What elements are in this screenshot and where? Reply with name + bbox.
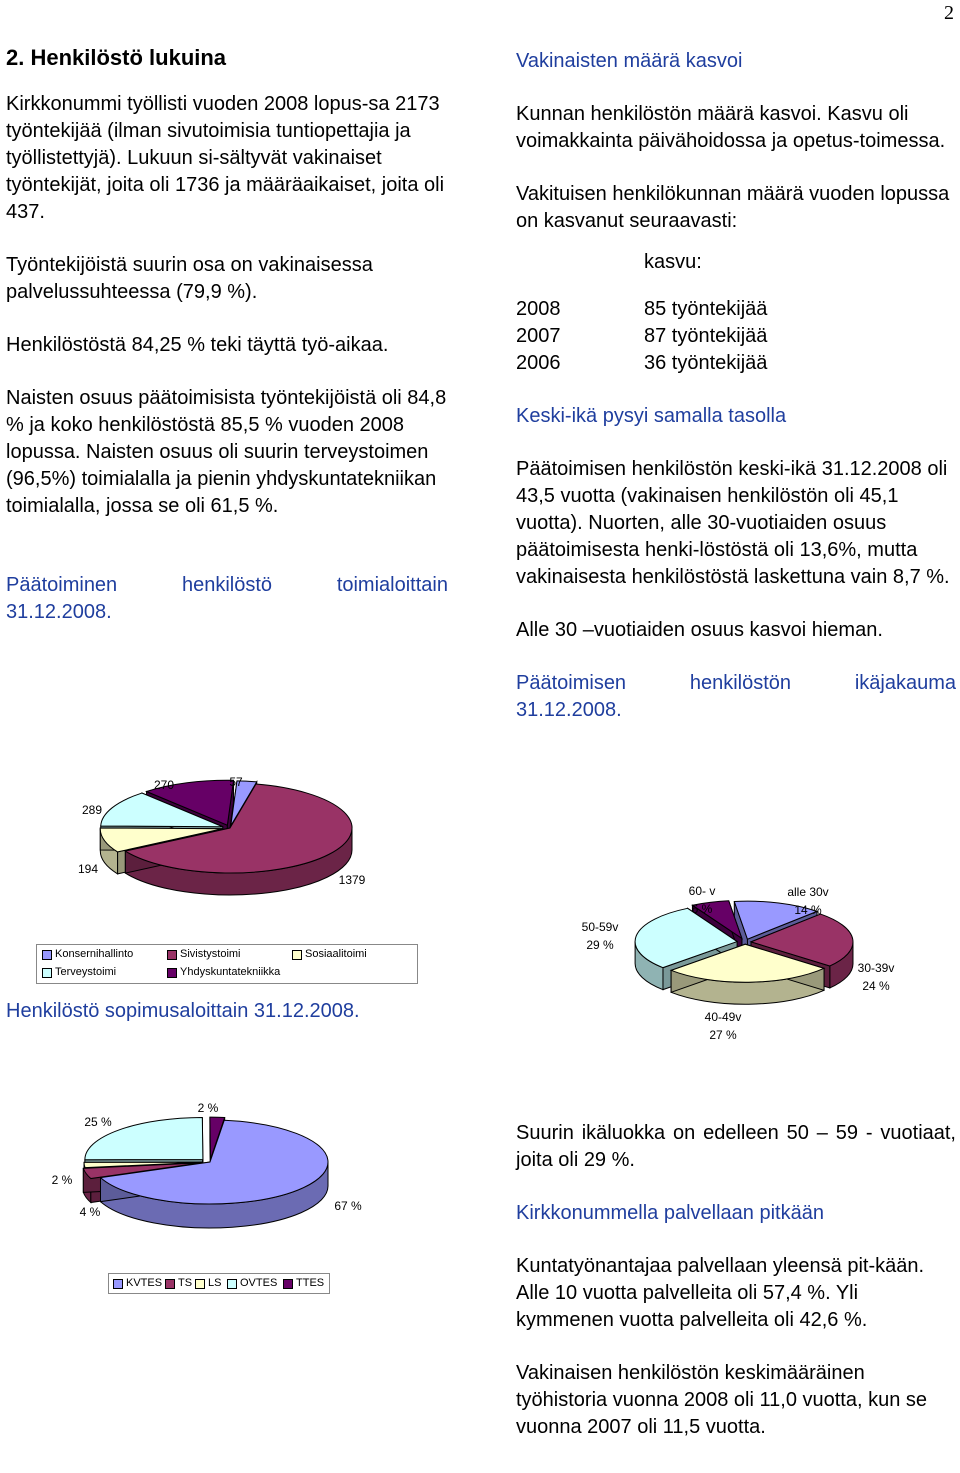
pie-label: 2 %	[51, 1173, 73, 1187]
chart3-title: Päätoimisen henkilöstön ikäjakauma 31.12.2008.	[516, 672, 956, 721]
pie-label: 50-59v	[581, 920, 619, 934]
legend-item: KVTES	[113, 1275, 162, 1292]
chart2-title: Henkilöstö sopimusaloittain 31.12.2008.	[6, 1000, 360, 1022]
paragraph-permanent: Työntekijöistä suurin osa on vakinaisessa palvelussuhteessa (79,9 %).	[6, 254, 373, 303]
paragraph-growth: Kunnan henkilöstön määrä kasvoi. Kasvu oli voimakkainta päivähoidossa ja opetus-toimessa.	[516, 103, 946, 152]
right-column-bottom	[516, 1120, 956, 1467]
paragraph-fulltime: Henkilöstöstä 84,25 % teki täyttä työ-aikaa.	[6, 334, 389, 356]
page-number: 2	[944, 2, 954, 24]
pie-label: 57	[229, 775, 243, 789]
legend-item: Yhdyskuntatekniikka	[167, 964, 280, 981]
growth-row: 2008 85 työntekijää	[516, 298, 768, 320]
left-column	[6, 44, 448, 626]
growth-row: 2006 36 työntekijää	[516, 352, 768, 374]
pie-label: 14 %	[794, 903, 822, 917]
legend-item: TTES	[283, 1275, 324, 1292]
legend-item: LS	[195, 1275, 221, 1292]
paragraph-age: Päätoimisen henkilöstön keski-ikä 31.12.2008 oli 43,5 vuotta (vakinaisen henkilöstön oli 45,1 vuotta). Nuorten, alle 30-vuotiaiden osuus päätoimisesta henki-löstöstä oli 13,6%, mutta vakinaisesta henkilöstöstä laskettuna vain 8,7 %.	[516, 458, 950, 588]
legend-item: Terveystoimi	[42, 964, 116, 981]
pie-label: alle 30v	[787, 885, 829, 899]
legend-item: Sivistystoimi	[167, 946, 241, 963]
pie-label: 24 %	[862, 979, 890, 993]
pie-label: 27 %	[709, 1028, 737, 1042]
age-pie-svg	[540, 870, 960, 1050]
pie-label: 2 %	[197, 1101, 219, 1115]
sector-legend	[36, 944, 418, 984]
pie-label: 4 %	[79, 1205, 101, 1219]
agreement-pie-svg	[40, 1092, 460, 1272]
subheading-permanent: Vakinaisten määrä kasvoi	[516, 50, 743, 72]
legend-item: Sosiaalitoimi	[292, 946, 367, 963]
legend-item: Konsernihallinto	[42, 946, 133, 963]
subheading-age: Keski-ikä pysyi samalla tasolla	[516, 405, 787, 427]
pie-label: 29 %	[586, 938, 614, 952]
pie-label: 1379	[338, 873, 366, 887]
legend-item: OVTES	[227, 1275, 277, 1292]
pie-label: 6 %	[691, 902, 713, 916]
paragraph-employees: Kirkkonummi työllisti vuoden 2008 lopus-sa 2173 työntekijää (ilman sivutoimisia tuntiopettajia ja työllistettyjä). Lukuun si-sältyvät vakinaiset työntekijät, joita oli 1736 ja määräaikaiset, joita oli 437.	[6, 93, 445, 223]
pie-label: 60- v	[688, 884, 716, 898]
paragraph-largest-group: Suurin ikäluokka on edelleen 50 – 59 - vuotiaat, joita oli 29 %.	[516, 1122, 956, 1171]
pie-label: 270	[153, 778, 175, 792]
pie-label: 67 %	[334, 1199, 362, 1213]
right-column	[516, 48, 956, 724]
paragraph-young: Alle 30 –vuotiaiden osuus kasvoi hieman.	[516, 619, 883, 641]
sector-pie-svg	[0, 740, 450, 940]
section-heading: 2. Henkilöstö lukuina	[6, 45, 227, 70]
chart-agreement-pie	[40, 1092, 460, 1272]
growth-label: kasvu:	[644, 251, 702, 273]
paragraph-growth-list-intro: Vakituisen henkilökunnan määrä vuoden lopussa on kasvanut seuraavasti:	[516, 183, 950, 232]
growth-row: 2007 87 työntekijää	[516, 325, 768, 347]
chart-age-pie	[540, 870, 960, 1050]
pie-label: 30-39v	[857, 961, 895, 975]
subheading-service: Kirkkonummella palvellaan pitkään	[516, 1202, 824, 1224]
legend-item: TS	[165, 1275, 192, 1292]
paragraph-women: Naisten osuus päätoimisista työntekijöistä oli 84,8 % ja koko henkilöstöstä 85,5 % vuoden 2008 lopussa. Naisten osuus oli suurin terveystoimen (96,5%) toimialalla ja pienin yhdyskuntatekniikan toimialalla, jossa se oli 61,5 %.	[6, 387, 447, 517]
growth-list	[516, 296, 956, 377]
agreement-legend	[108, 1273, 330, 1294]
pie-label: 25 %	[84, 1115, 112, 1129]
chart-sector-pie	[0, 740, 450, 940]
pie-label: 289	[81, 803, 103, 817]
paragraph-work-history: Vakinaisen henkilöstön keskimääräinen työhistoria vuonna 2008 oli 11,0 vuotta, kun se vuonna 2007 oli 11,5 vuotta.	[516, 1362, 928, 1438]
chart1-title: Päätoiminen henkilöstö toimialoittain 31.12.2008.	[6, 574, 448, 623]
pie-label: 40-49v	[704, 1010, 742, 1024]
paragraph-service-length: Kuntatyönantajaa palvellaan yleensä pit-kään. Alle 10 vuotta palvelleita oli 57,4 %. Yli kymmenen vuotta palvelleita oli 42,6 %.	[516, 1255, 925, 1331]
pie-label: 194	[77, 862, 99, 876]
